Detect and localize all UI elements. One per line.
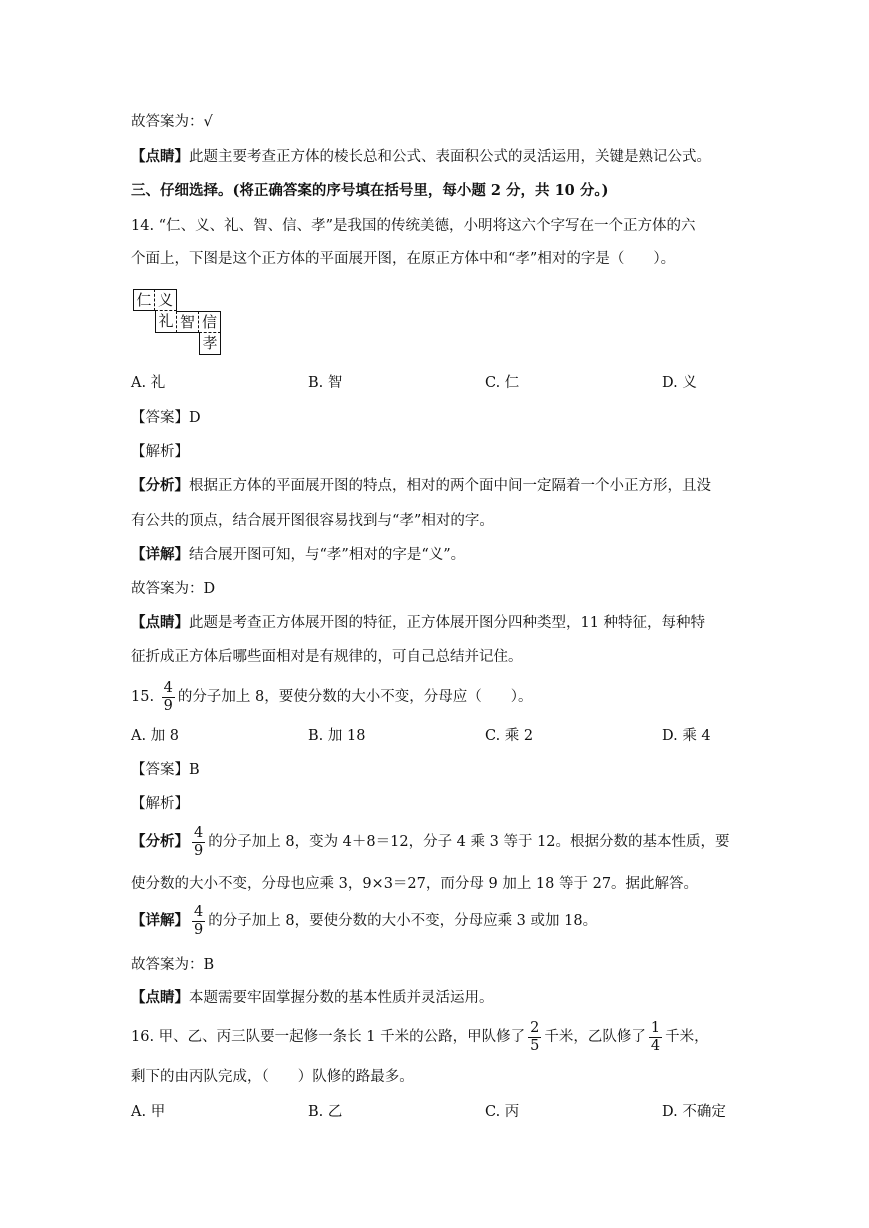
net-cell-yi: 义	[155, 289, 177, 311]
fraction-2-5: $\frac{2}{5}$	[530, 1019, 540, 1054]
q16-text-1: 16. 甲、乙、丙三队要一起修一条长 1 千米的公路，甲队修了	[131, 1029, 526, 1045]
q15-option-c: C. 乘 2	[485, 728, 534, 744]
q14-final: 故答案为：D	[131, 581, 216, 597]
net-cell-zhi: 智	[177, 311, 199, 333]
section-title: 三、仔细选择。(将正确答案的序号填在括号里，每小题 2 分，共 10 分。)	[131, 182, 609, 199]
q16-text-2: 千米，乙队修了	[544, 1029, 646, 1045]
dianjing-text: 此题是考查正方体展开图的特征，正方体展开图分四种类型，11 种特征，每种特	[189, 615, 706, 631]
fraction-4-9: $\frac{4}{9}$	[194, 824, 204, 859]
q14-option-a: A. 礼	[131, 375, 166, 391]
net-cell-ren: 仁	[133, 289, 155, 311]
dianjing-text: 本题需要牢固掌握分数的基本性质并灵活运用。	[189, 990, 494, 1006]
net-cell-li: 礼	[155, 311, 177, 333]
q16-option-c: C. 丙	[485, 1104, 520, 1120]
xiangjie-text: 的分子加上 8，要使分数的大小不变，分母应乘 3 或加 18。	[208, 913, 598, 929]
q14-jiexi: 【解析】	[131, 444, 189, 460]
q14-option-b: B. 智	[308, 375, 343, 391]
answer-line: 故答案为：√	[131, 114, 213, 130]
fraction-1-4: $\frac{1}{4}$	[650, 1019, 661, 1054]
q15-fenxi-2: 使分数的大小不变，分母也应乘 3，9×3＝27，而分母 9 加上 18 等于 27。据此解答。	[131, 876, 699, 892]
fraction-4-9: $\frac{4}{9}$	[163, 679, 173, 714]
fenxi-text: 根据正方体的平面展开图的特点，相对的两个面中间一定隔着一个小正方形，且没	[189, 478, 711, 494]
q14-line-1: 14. “仁、义、礼、智、信、孝”是我国的传统美德，小明将这六个字写在一个正方体的六	[131, 218, 696, 234]
q15-fenxi-1	[131, 822, 730, 862]
comment-text: 此题主要考查正方体的棱长总和公式、表面积公式的灵活运用，关键是熟记公式。	[189, 149, 711, 165]
q16-text-3: 千米，	[665, 1029, 709, 1045]
q16-option-a: A. 甲	[131, 1104, 166, 1120]
q15-stem	[131, 677, 533, 717]
q14-dianjing-2: 征折成正方体后哪些面相对是有规律的，可自己总结并记住。	[131, 649, 523, 665]
fenxi-tag: 【分析】	[131, 477, 189, 494]
q16-line-2: 剩下的由丙队完成，（ ）队修的路最多。	[131, 1069, 414, 1085]
q15-xiangjie	[131, 901, 597, 941]
q15-text: 的分子加上 8，要使分数的大小不变，分母应（ ）。	[177, 689, 533, 705]
q15-final: 故答案为：B	[131, 957, 215, 973]
xiangjie-text: 结合展开图可知，与“孝”相对的字是“义”。	[189, 547, 466, 563]
q14-fenxi-2: 有公共的顶点，结合展开图很容易找到与“孝”相对的字。	[131, 513, 494, 529]
fenxi-text: 的分子加上 8，变为 4＋8＝12，分子 4 乘 3 等于 12。根据分数的基本性质，要	[208, 834, 730, 850]
fenxi-tag: 【分析】	[131, 833, 189, 850]
q14-fenxi-1	[131, 476, 711, 496]
q15-answer: 【答案】B	[131, 762, 200, 778]
q14-xiangjie	[131, 545, 465, 565]
q15-number: 15.	[131, 689, 155, 705]
q14-answer: 【答案】D	[131, 410, 201, 426]
q15-option-b: B. 加 18	[308, 728, 366, 744]
q15-dianjing	[131, 988, 494, 1008]
comment-tag: 【点睛】	[131, 148, 189, 165]
net-cell-xin: 信	[199, 311, 221, 333]
q16-line-1	[131, 1017, 709, 1057]
comment-line	[131, 147, 711, 167]
fraction-4-9: $\frac{4}{9}$	[194, 903, 204, 938]
q15-option-d: D. 乘 4	[662, 728, 711, 744]
net-cell-xiao: 孝	[199, 333, 221, 355]
dianjing-tag: 【点睛】	[131, 989, 189, 1006]
q14-option-c: C. 仁	[485, 375, 520, 391]
q15-jiexi: 【解析】	[131, 796, 189, 812]
q16-option-d: D. 不确定	[662, 1104, 726, 1120]
q16-option-b: B. 乙	[308, 1104, 343, 1120]
q15-option-a: A. 加 8	[131, 728, 180, 744]
xiangjie-tag: 【详解】	[131, 912, 189, 929]
q14-line-2: 个面上，下图是这个正方体的平面展开图，在原正方体中和“孝”相对的字是（ ）。	[131, 251, 676, 267]
xiangjie-tag: 【详解】	[131, 546, 189, 563]
dianjing-tag: 【点睛】	[131, 614, 189, 631]
q14-dianjing-1	[131, 613, 705, 633]
q14-option-d: D. 义	[662, 375, 697, 391]
